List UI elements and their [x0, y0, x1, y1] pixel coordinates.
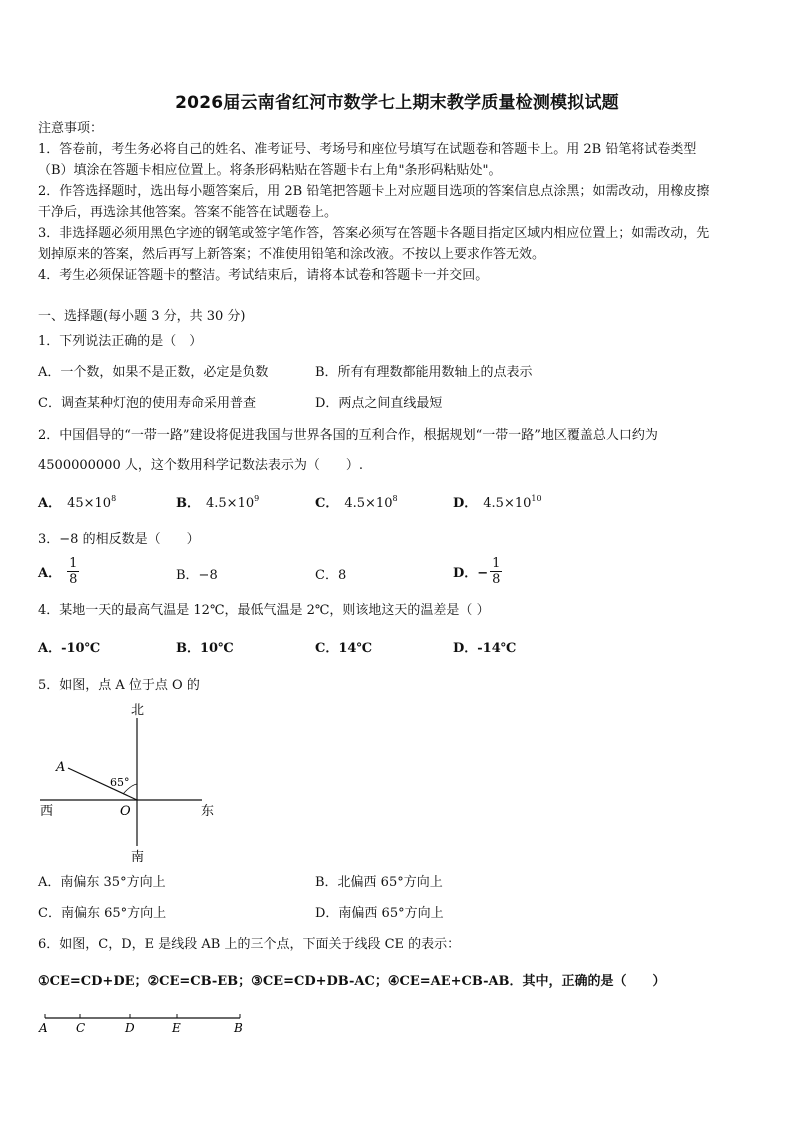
q2-option-b: B． $4.5\times 10^9$ — [176, 494, 260, 511]
q1-option-c: C．调查某种灯泡的使用寿命采用普查 — [38, 396, 256, 411]
label-angle: 65° — [110, 776, 130, 789]
fraction: $\frac{1}{8}$ — [69, 556, 78, 587]
q6-stem: 6．如图，C，D，E 是线段 AB 上的三个点，下面关于线段 CE 的表示： — [38, 937, 461, 952]
q3-option-d: D．− $\frac{1}{8}$ — [453, 556, 501, 587]
label-d: D — [125, 1021, 135, 1035]
q1-option-d: D．两点之间直线最短 — [315, 396, 443, 411]
notice-line-4: 干净后，再选涂其他答案。答案不能答在试题卷上。 — [38, 205, 338, 220]
label-a: A — [39, 1021, 48, 1035]
fraction: $\frac{1}{8}$ — [492, 556, 501, 587]
q4-option-d: D．-14℃ — [453, 641, 517, 656]
label-east: 东 — [201, 804, 215, 819]
label-c: C — [76, 1021, 86, 1035]
label-b: B — [234, 1021, 243, 1035]
notice-line-7: 4．考生必须保证答题卡的整洁。考试结束后，请将本试卷和答题卡一并交回。 — [38, 268, 489, 283]
notice-heading: 注意事项： — [38, 121, 104, 136]
label-west: 西 — [40, 804, 54, 819]
q5-option-b: B．北偏西 65°方向上 — [315, 875, 443, 890]
compass-figure — [30, 700, 230, 870]
q3-option-b: B．−8 — [176, 568, 218, 583]
q4-option-a: A．-10℃ — [38, 641, 101, 656]
notice-line-3: 2．作答选择题时，选出每小题答案后，用 2B 铅笔把答题卡上对应题目选项的答案信息点涂黑；如需改动，用橡皮擦 — [38, 184, 710, 199]
q2-option-c: C． $4.5\times 10^8$ — [315, 494, 398, 511]
q1-option-b: B．所有有理数都能用数轴上的点表示 — [315, 365, 533, 380]
label-south: 南 — [131, 850, 145, 865]
q4-option-b: B．10℃ — [176, 641, 234, 656]
q3-option-a: A． $\frac{1}{8}$ — [38, 556, 78, 587]
q4-option-c: C．14℃ — [315, 641, 373, 656]
q1-stem: 1．下列说法正确的是（ ） — [38, 334, 203, 349]
notice-line-2: （B）填涂在答题卡相应位置上。将条形码粘贴在答题卡右上角"条形码粘贴处"。 — [38, 163, 502, 178]
q2-stem-line2: 4500000000 人，这个数用科学记数法表示为（ ）. — [38, 458, 363, 473]
section-heading: 一、选择题(每小题 3 分，共 30 分) — [38, 309, 246, 324]
label-north: 北 — [131, 703, 145, 718]
label-a: A — [56, 760, 66, 775]
q5-option-a: A．南偏东 35°方向上 — [38, 875, 166, 890]
notice-line-5: 3．非选择题必须用黑色字迹的钢笔或签字笔作答，答案必须写在答题卡各题目指定区域内相应位置上；如需改动，先 — [38, 226, 710, 241]
q6-expressions: ①CE=CD+DE；②CE=CB-EB；③CE=CD+DB-AC；④CE=AE+CB-AB．其中，正确的是（ ） — [38, 974, 666, 989]
label-e: E — [172, 1021, 181, 1035]
q1-option-a: A．一个数，如果不是正数，必定是负数 — [38, 365, 269, 380]
notice-line-1: 1．答卷前，考生务必将自己的姓名、准考证号、考场号和座位号填写在试题卷和答题卡上。用 2B 铅笔将试卷类型 — [38, 142, 697, 157]
q2-option-d: D． $4.5\times 10^{10}$ — [453, 494, 542, 511]
q3-stem: 3．−8 的相反数是（ ） — [38, 532, 200, 547]
label-o: O — [120, 804, 131, 819]
segment-figure — [30, 1010, 250, 1038]
q2-stem-line1: 2．中国倡导的“一带一路”建设将促进我国与世界各国的互利合作，根据规划“一带一路”地区覆盖总人口约为 — [38, 428, 658, 443]
q5-stem: 5．如图，点 A 位于点 O 的 — [38, 678, 200, 693]
notice-line-6: 划掉原来的答案，然后再写上新答案；不准使用铅笔和涂改液。不按以上要求作答无效。 — [38, 247, 546, 262]
q2-option-a: A． $45\times 10^8$ — [38, 494, 117, 511]
q5-option-c: C．南偏东 65°方向上 — [38, 906, 167, 921]
page-title: 2026届云南省红河市数学七上期末教学质量检测模拟试题 — [175, 93, 619, 113]
q5-option-d: D．南偏西 65°方向上 — [315, 906, 444, 921]
q4-stem: 4．某地一天的最高气温是 12℃，最低气温是 2℃，则该地这天的温差是（ ） — [38, 603, 490, 618]
q3-option-c: C．8 — [315, 568, 347, 583]
